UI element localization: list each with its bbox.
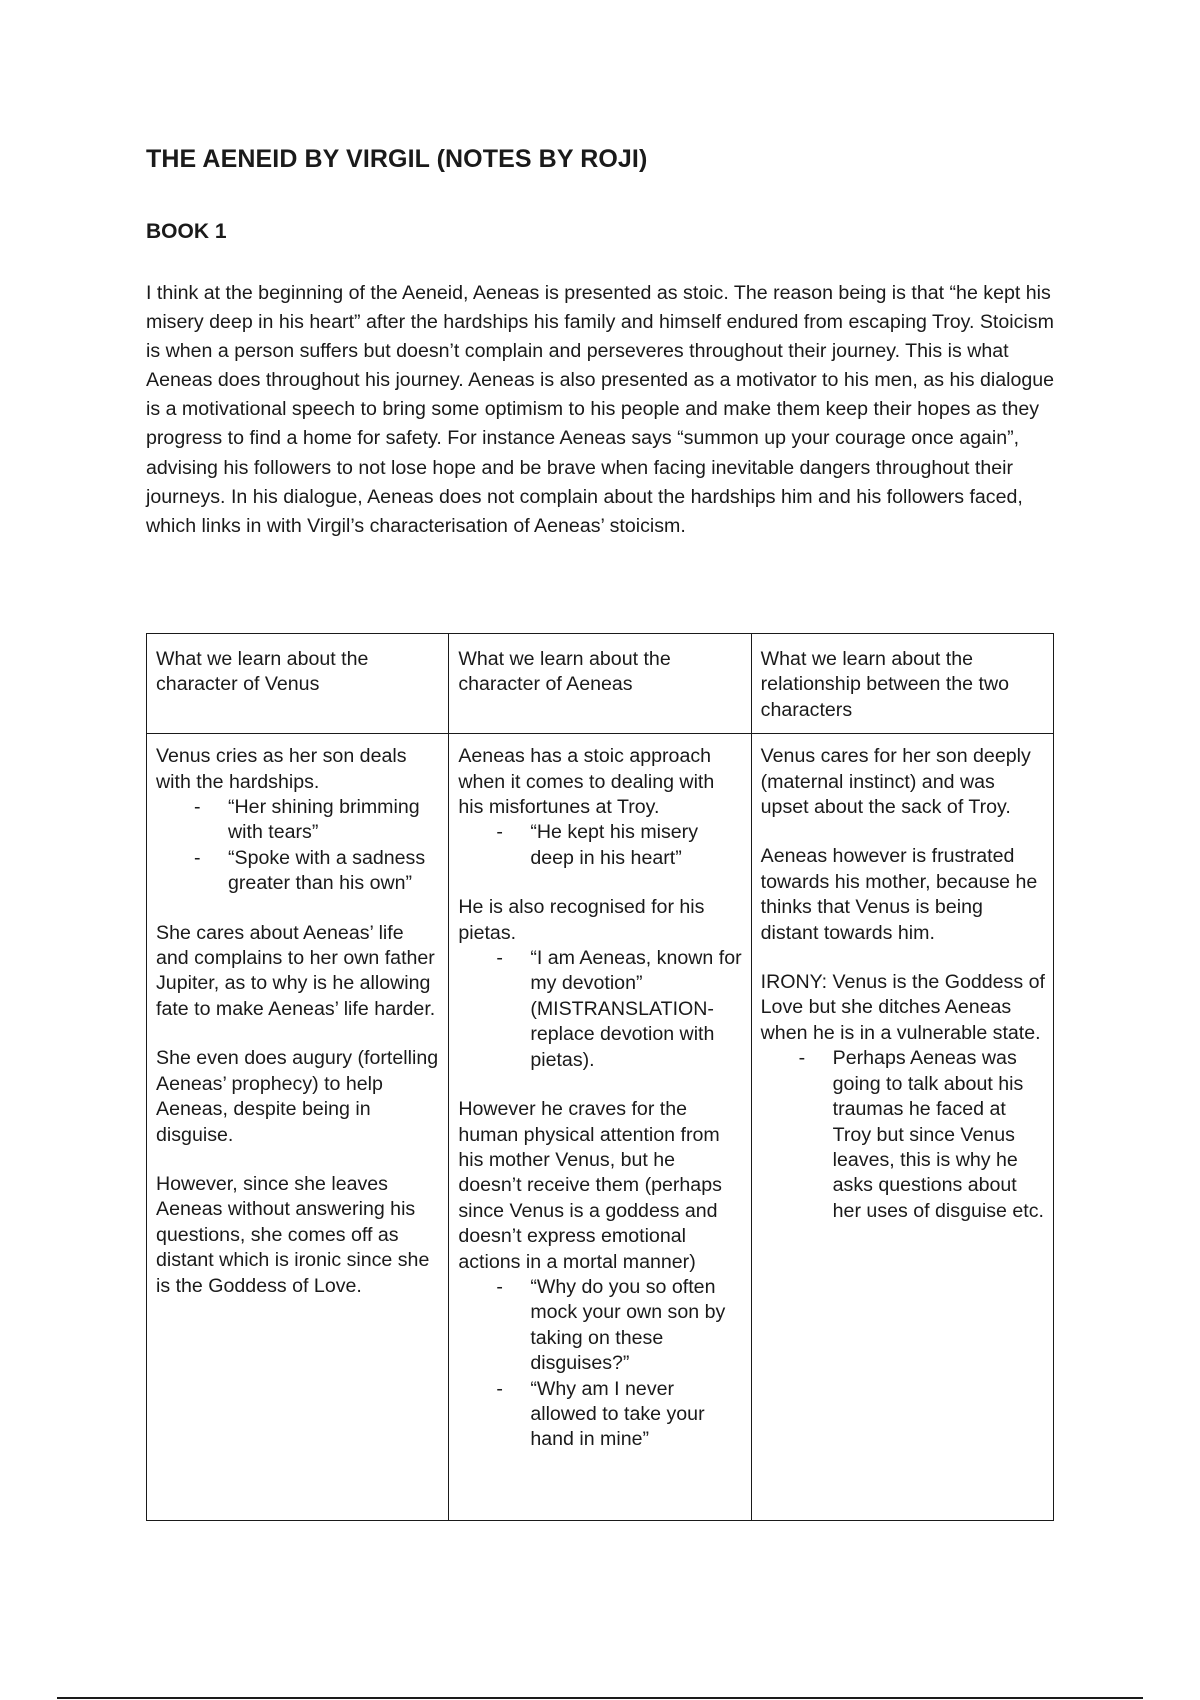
cell-text: Aeneas has a stoic approach when it comes to dealing with his misfortunes at Troy. <box>458 745 715 819</box>
cell-text: Aeneas however is frustrated towards his mother, because he thinks that Venus is being distant towards him. <box>760 845 1038 944</box>
cell-block <box>156 1046 440 1148</box>
quote-list <box>458 946 742 1073</box>
cell-block <box>156 1172 440 1299</box>
header-aeneas: What we learn about the character of Aeneas <box>449 634 751 734</box>
notes-table <box>146 633 1054 1521</box>
header-relationship: What we learn about the relationship between the two characters <box>751 634 1053 734</box>
quote-list <box>458 1275 742 1453</box>
intro-paragraph: I think at the beginning of the Aeneid, Aeneas is presented as stoic. The reason being is that “he kept his misery deep in his heart” after the hardships his family and himself endured from escaping Troy. Stoicism is when a person suffers but doesn’t complain and perseveres throughout their journey. This is what Aeneas does throughout his journey. Aeneas is also presented as a motivator to his men, as his dialogue is a motivational speech to bring some optimism to his people and make them keep their hopes as they progress to find a home for safety. For instance Aeneas says “summon up your courage once again”, advising his followers to not lose hope and be brave when facing inevitable dangers throughout their journeys. In his dialogue, Aeneas does not complain about the hardships him and his followers faced, which links in with Virgil’s characterisation of Aeneas’ stoicism. <box>146 282 1055 537</box>
cell-block <box>156 744 440 896</box>
table-header-row <box>147 634 1054 734</box>
cell-block <box>761 970 1045 1224</box>
list-item: - “I am Aeneas, known for my devotion” (MISTRANSLATION- replace devotion with pietas). <box>530 946 742 1073</box>
cell-text: IRONY: Venus is the Goddess of Love but she ditches Aeneas when he is in a vulnerable state. <box>760 971 1045 1044</box>
cell-block <box>761 744 1045 820</box>
list-item: - “Why am I never allowed to take your hand in mine” <box>530 1377 742 1453</box>
cell-block <box>761 844 1045 946</box>
section-heading: BOOK 1 <box>146 220 227 243</box>
cell-text: Venus cries as her son deals with the hardships. <box>156 745 407 793</box>
cell-block <box>458 895 742 1073</box>
cell-text: Venus cares for her son deeply (maternal instinct) and was upset about the sack of Troy. <box>760 745 1031 819</box>
cell-text: She even does augury (fortelling Aeneas’ prophecy) to help Aeneas, despite being in disguise. <box>156 1047 439 1146</box>
column-aeneas <box>449 734 751 1521</box>
quote-list <box>458 820 742 871</box>
footer-divider <box>57 1697 1143 1699</box>
cell-text: However he craves for the human physical attention from his mother Venus, but he doesn’t receive them (perhaps since Venus is a goddess and doesn’t express emotional actions in a mortal manner) <box>458 1098 722 1273</box>
cell-text: She cares about Aeneas’ life and complains to her own father Jupiter, as to why is he allowing fate to make Aeneas’ life harder. <box>156 921 436 1020</box>
list-item: - “Why do you so often mock your own son by taking on these disguises?” <box>530 1275 742 1377</box>
cell-block <box>156 921 440 1023</box>
quote-list <box>761 1046 1045 1224</box>
column-venus <box>147 734 449 1521</box>
cell-text: However, since she leaves Aeneas without answering his questions, she comes off as distant which is ironic since she is the Goddess of Love. <box>156 1172 430 1297</box>
cell-block <box>458 1097 742 1453</box>
list-item: - “He kept his misery deep in his heart” <box>530 820 742 871</box>
list-item: - “Her shining brimming with tears” <box>228 795 440 846</box>
column-relationship <box>751 734 1053 1521</box>
list-item: - Perhaps Aeneas was going to talk about his traumas he faced at Troy but since Venus leaves, this is why he asks questions about her uses of disguise etc. <box>833 1046 1045 1224</box>
quote-list <box>156 795 440 897</box>
document-title: THE AENEID BY VIRGIL (NOTES BY ROJI) <box>146 145 648 173</box>
cell-block <box>458 744 742 871</box>
header-venus: What we learn about the character of Venus <box>147 634 449 734</box>
table-row <box>147 734 1054 1521</box>
list-item: - “Spoke with a sadness greater than his own” <box>228 846 440 897</box>
cell-text: He is also recognised for his pietas. <box>458 896 705 944</box>
